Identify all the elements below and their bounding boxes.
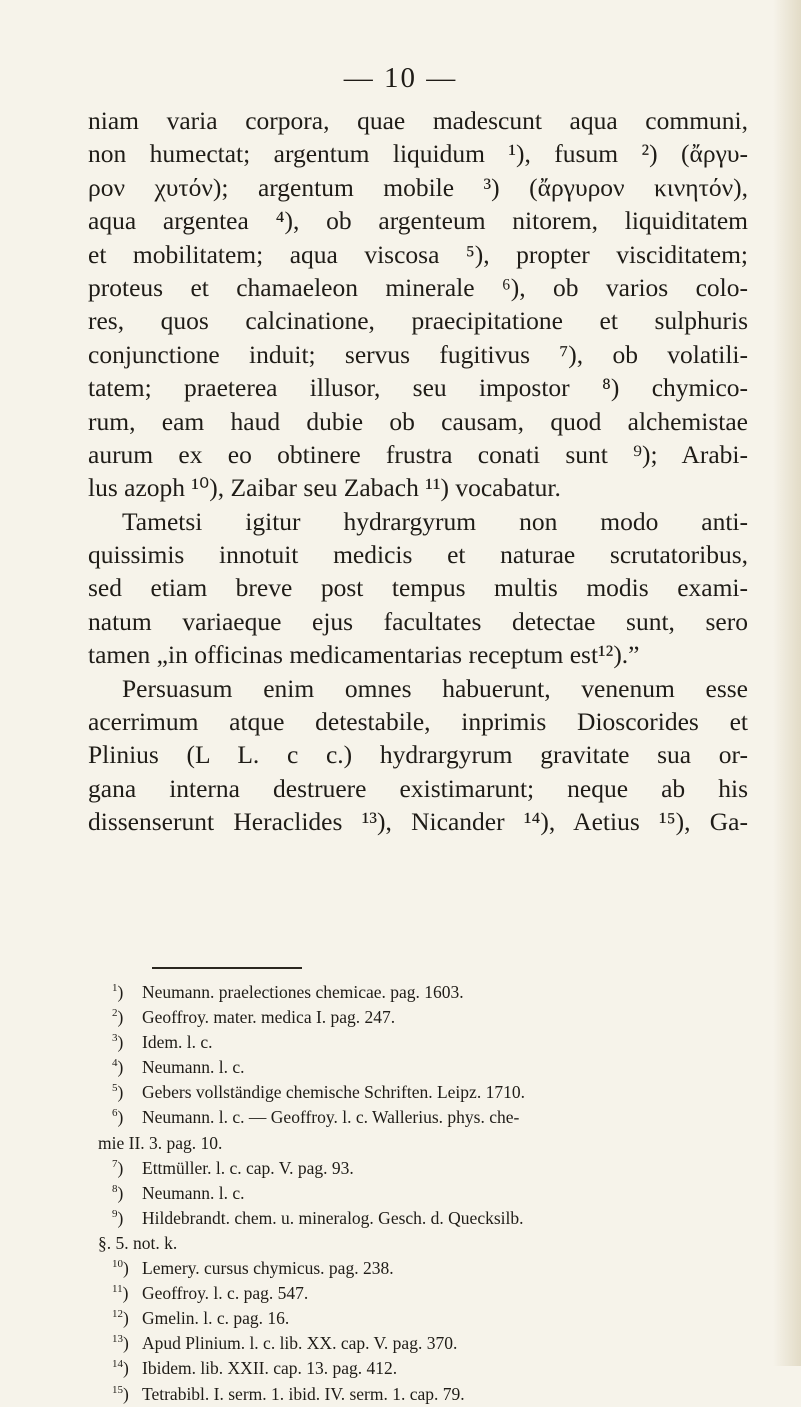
footnote-mark: $^3$) (112, 1032, 124, 1053)
footnote-text: Gmelin. l. c. pag. 16. (142, 1308, 290, 1329)
footnote-text: Neumann. l. c. (142, 1182, 245, 1203)
footnote-text: Tetrabibl. I. serm. 1. ibid. IV. serm. 1. cap. 79. (142, 1383, 465, 1404)
footnote (112, 1156, 752, 1181)
footnote-mark: $^{15}$) (112, 1383, 129, 1404)
text-line: conjunctione induit; servus fugitivus ⁷), ob volatili- (88, 339, 748, 369)
footnotes (98, 980, 752, 1407)
footnote-text: Idem. l. c. (142, 1032, 213, 1053)
footnote (112, 1382, 752, 1407)
footnote-mark: $^{11}$) (112, 1283, 129, 1304)
footnote (112, 1331, 752, 1356)
footnote-mark: $^{13}$) (112, 1333, 129, 1354)
footnote-text: Ettmüller. l. c. cap. V. pag. 93. (142, 1157, 354, 1178)
text-line: et mobilitatem; aqua viscosa ⁵), propter visciditatem; (88, 239, 748, 269)
text-line: tatem; praeterea illusor, seu impostor ⁸) chymico- (88, 373, 748, 403)
running-head: — 10 — (343, 62, 458, 94)
footnote-text: Neumann. praelectiones chemicae. pag. 1603. (142, 982, 464, 1002)
footnote-mark: $^1$) (112, 982, 124, 1002)
main-text (88, 104, 748, 839)
footnote-text: Gebers vollständige chemische Schriften. Leipz. 1710. (142, 1082, 525, 1103)
text-line: aqua argentea ⁴), ob argenteum nitorem, liquiditatem (88, 206, 748, 236)
footnote (112, 980, 752, 1005)
footnote-mark: $^2$) (112, 1007, 124, 1028)
footnote-text: Neumann. l. c. (142, 1057, 245, 1078)
footnote-text: Neumann. l. c. — Geoffroy. l. c. Wallerius. phys. che- (142, 1107, 520, 1128)
footnote-text: Lemery. cursus chymicus. pag. 238. (142, 1258, 394, 1279)
footnote-mark: $^{12}$) (112, 1308, 129, 1329)
text-line: quissimis innotuit medicis et naturae scrutatoribus, (88, 540, 748, 570)
text-line: rum, eam haud dubie ob causam, quod alchemistae (88, 406, 748, 436)
footnote (112, 1281, 752, 1306)
text-line: lus azoph ¹⁰), Zaibar seu Zabach ¹¹) vocabatur. (88, 473, 561, 503)
footnote-mark: $^{10}$) (112, 1258, 129, 1279)
footnote-mark: $^4$) (112, 1057, 124, 1078)
text-line: aurum ex eo obtinere frustra conati sunt ⁹); Arabi- (88, 439, 748, 469)
text-line: Tametsi igitur hydrargyrum non modo anti- (122, 506, 748, 536)
footnote-mark: $^8$) (112, 1182, 124, 1203)
text-line: dissenserunt Heraclides ¹³), Nicander ¹⁴), Aetius ¹⁵), Ga- (88, 807, 748, 837)
footnote-continuation (98, 1131, 752, 1156)
footnote-text: Geoffroy. l. c. pag. 547. (142, 1283, 309, 1304)
footnote-text: Hildebrandt. chem. u. mineralog. Gesch. d. Quecksilb. (142, 1207, 524, 1228)
footnote-text: §. 5. not. k. (98, 1232, 178, 1253)
text-line: res, quos calcinatione, praecipitatione et sulphuris (88, 306, 748, 336)
footnote-text: Apud Plinium. l. c. lib. XX. cap. V. pag. 370. (142, 1333, 458, 1354)
footnote (112, 1005, 752, 1030)
footnote (112, 1030, 752, 1055)
footnote (112, 1055, 752, 1080)
footnote (112, 1356, 752, 1381)
text-line: niam varia corpora, quae madescunt aqua communi, (88, 106, 748, 135)
text-line: natum variaeque ejus facultates detectae sunt, sero (88, 606, 748, 636)
footnote-mark: $^{14}$) (112, 1358, 129, 1379)
footnote-mark: $^5$) (112, 1082, 124, 1103)
footnote (112, 1206, 752, 1231)
footnote (112, 1306, 752, 1331)
text-line: acerrimum atque detestabile, inprimis Dioscorides et (88, 707, 748, 737)
text-line: non humectat; argentum liquidum ¹), fusum ²) (ἄργυ- (88, 139, 748, 169)
footnote-rule (152, 967, 302, 969)
footnote-text: Ibidem. lib. XXII. cap. 13. pag. 412. (142, 1358, 398, 1379)
footnote-text: Geoffroy. mater. medica I. pag. 247. (142, 1007, 396, 1028)
footnote-text: mie II. 3. pag. 10. (98, 1132, 223, 1153)
footnote-mark: $^9$) (112, 1207, 124, 1228)
footnote (112, 1105, 752, 1130)
text-line: proteus et chamaeleon minerale ⁶), ob varios colo- (88, 272, 748, 302)
text-line: Plinius (L L. c c.) hydrargyrum gravitate sua or- (88, 740, 748, 770)
page-edge-shadow (773, 0, 801, 1366)
footnote (112, 1256, 752, 1281)
footnote-continuation (98, 1231, 752, 1256)
footnote-mark: $^6$) (112, 1107, 124, 1128)
footnote-mark: $^7$) (112, 1157, 124, 1178)
text-line: ρον χυτόν); argentum mobile ³) (ἄργυρον κινητόν), (88, 172, 748, 202)
text-line: sed etiam breve post tempus multis modis exami- (88, 573, 748, 603)
text-line: gana interna destruere existimarunt; neque ab his (88, 773, 748, 803)
text-line: Persuasum enim omnes habuerunt, venenum esse (122, 673, 748, 703)
footnote (112, 1181, 752, 1206)
footnote (112, 1080, 752, 1105)
text-line: tamen „in officinas medicamentarias receptum est¹²).” (88, 640, 640, 670)
